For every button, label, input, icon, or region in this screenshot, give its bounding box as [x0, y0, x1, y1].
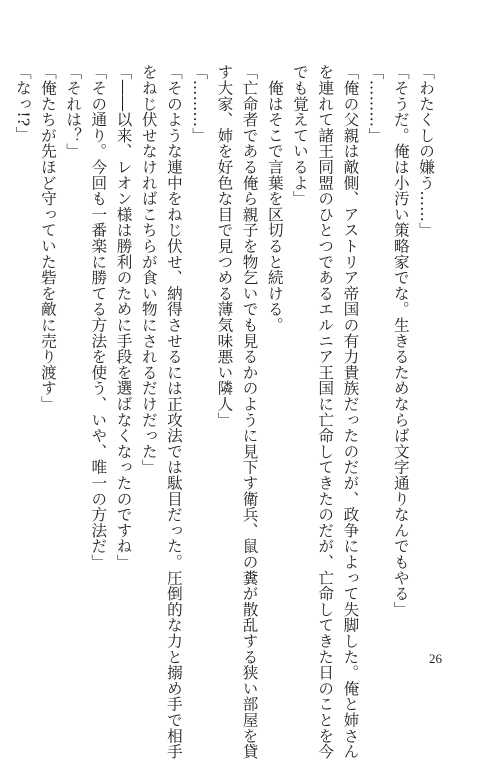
text-line: 「俺の父親は敵側、アストリア帝国の有力貴族だったのだが、政争によって失脚した。俺と姉さん	[341, 64, 360, 759]
page-number: 26	[429, 651, 442, 666]
vertical-text-body	[13, 64, 438, 759]
text-line: をねじ伏せなければこちらが食い物にされるだけだった」	[139, 64, 158, 475]
text-line: 「そのような連中をねじ伏せ、納得させるには正攻法では駄目だった。圧倒的な力と搦め手で相手	[164, 64, 183, 759]
text-line: でも覚えているよ」	[290, 64, 309, 207]
text-line: 「それは？」	[64, 64, 83, 159]
text-line: 「………」	[366, 64, 385, 143]
text-line: 俺はそこで言葉を区切ると続ける。	[265, 64, 284, 333]
text-line: 「亡命者である俺ら親子を物乞いでも見るかのように見下す衛兵、鼠の糞が散乱する狭い部屋を貸	[240, 64, 259, 759]
text-line: を連れて諸王同盟のひとつであるエルニア王国に亡命してきたのだが、亡命してきた日のことを今	[316, 64, 335, 759]
text-line: 「そうだ。俺は小汚い策略家でな。生きるためならば文字通りなんでもやる」	[391, 64, 410, 617]
text-line: 「俺たちが先ほど守っていた砦を敵に売り渡す」	[38, 64, 57, 412]
text-line: 「――以来、レオン様は勝利のために手段を選ばなくなったのですね」	[114, 64, 133, 570]
text-line: 「なっ!?」	[13, 64, 32, 143]
text-line: 「その通り。今回も一番楽に勝てる方法を使う、いや、唯一の方法だ」	[89, 64, 108, 570]
text-line: 「………」	[190, 64, 209, 143]
text-line: す大家、姉を好色な目で見つめる薄気味悪い隣人」	[215, 64, 234, 428]
text-line: 「わたくしの嫌う……」	[417, 64, 435, 238]
